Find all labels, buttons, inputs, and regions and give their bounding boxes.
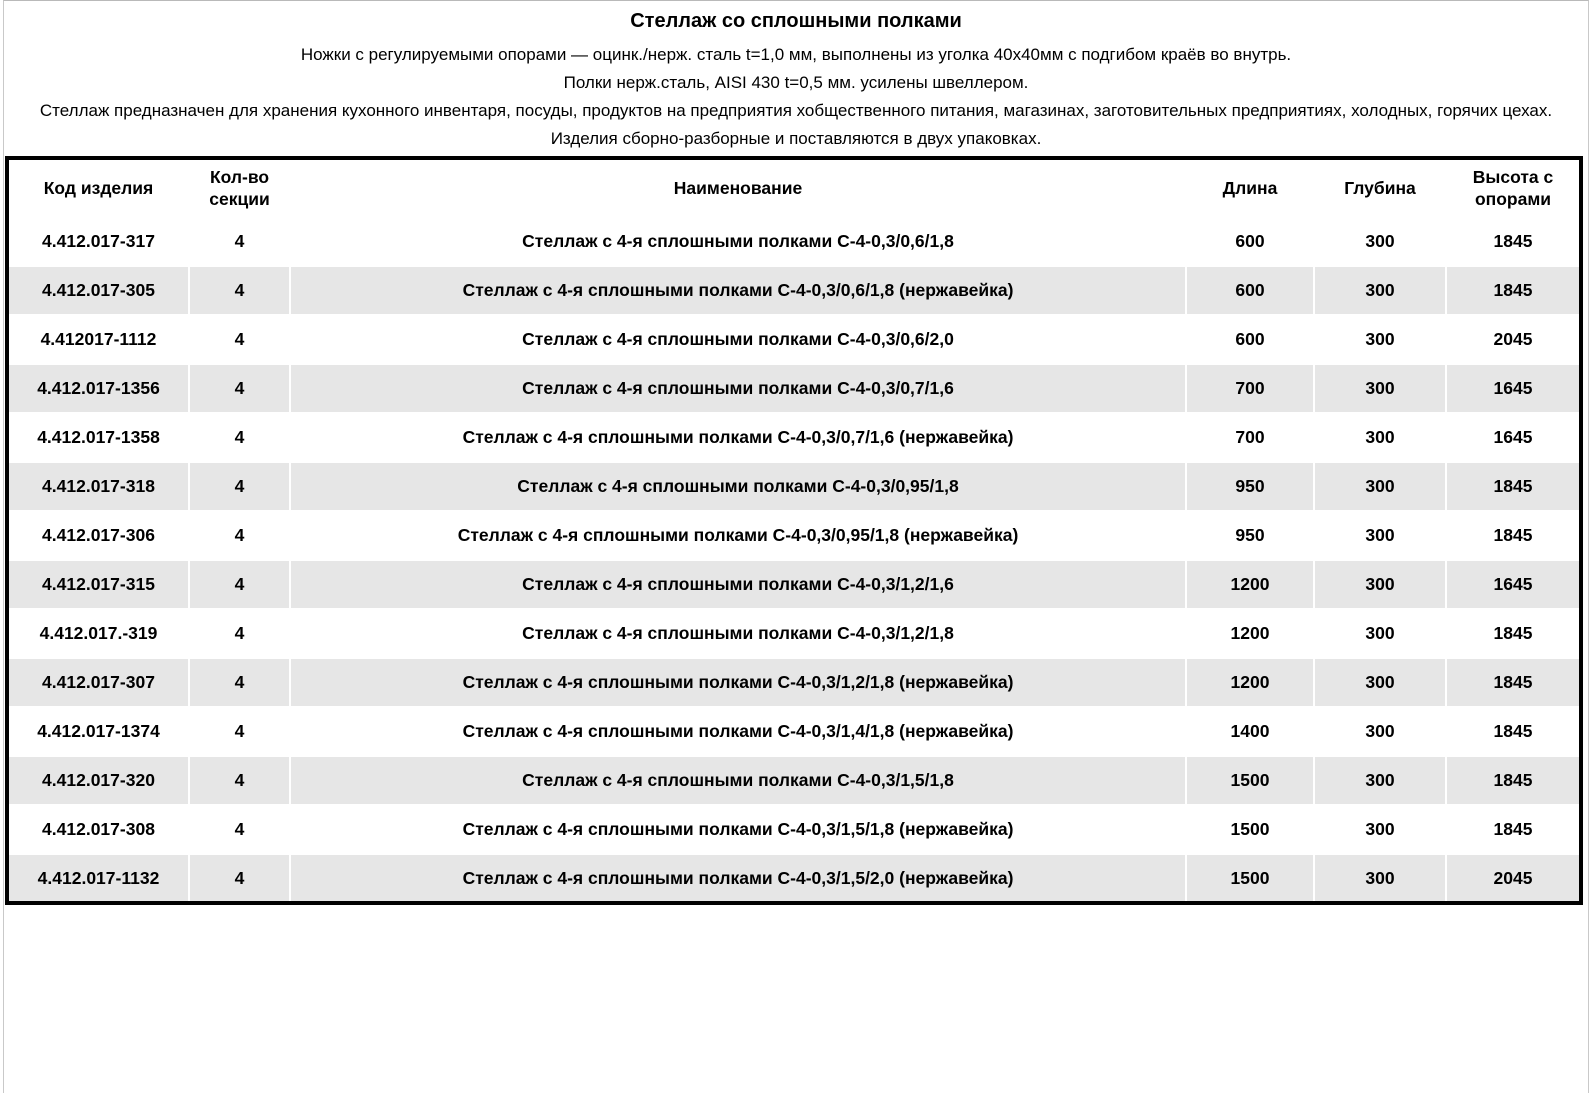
product-name: Стеллаж с 4-я сплошными полками С-4-0,3/0,95/1,8 (нержавейка) [290,511,1186,560]
product-name: Стеллаж с 4-я сплошными полками С-4-0,3/1,2/1,8 (нержавейка) [290,658,1186,707]
depth-value: 300 [1314,217,1446,266]
intro-block [4,1,1588,153]
sections-count: 4 [189,462,290,511]
product-code: 4.412.017-1374 [7,707,189,756]
depth-value: 300 [1314,462,1446,511]
page-title: Стеллаж со сплошными полками [630,10,962,32]
depth-value: 300 [1314,805,1446,854]
product-code: 4.412.017-306 [7,511,189,560]
length-value: 950 [1186,511,1314,560]
sections-count: 4 [189,413,290,462]
height-value: 2045 [1446,854,1581,903]
product-code: 4.412.017-317 [7,217,189,266]
table-header-row [7,158,1581,217]
length-value: 950 [1186,462,1314,511]
product-name: Стеллаж с 4-я сплошными полками С-4-0,3/1,5/1,8 (нержавейка) [290,805,1186,854]
table-body [7,217,1581,903]
height-value: 1645 [1446,413,1581,462]
height-value: 1645 [1446,364,1581,413]
table-row [7,364,1581,413]
depth-value: 300 [1314,756,1446,805]
product-name: Стеллаж с 4-я сплошными полками С-4-0,3/0,95/1,8 [290,462,1186,511]
length-value: 700 [1186,364,1314,413]
height-value: 1845 [1446,266,1581,315]
table-row [7,756,1581,805]
column-header-code: Код изделия [7,158,189,217]
product-name: Стеллаж с 4-я сплошными полками С-4-0,3/1,5/2,0 (нержавейка) [290,854,1186,903]
table-row [7,315,1581,364]
depth-value: 300 [1314,854,1446,903]
column-header-sections: Кол-во секции [189,158,290,217]
product-name: Стеллаж с 4-я сплошными полками С-4-0,3/0,7/1,6 (нержавейка) [290,413,1186,462]
product-code: 4.412.017-1358 [7,413,189,462]
sections-count: 4 [189,266,290,315]
column-header-length: Длина [1186,158,1314,217]
page-frame [3,0,1589,1093]
depth-value: 300 [1314,413,1446,462]
product-name: Стеллаж с 4-я сплошными полками С-4-0,3/0,6/1,8 (нержавейка) [290,266,1186,315]
length-value: 600 [1186,217,1314,266]
height-value: 1845 [1446,217,1581,266]
table-row [7,266,1581,315]
table-row [7,217,1581,266]
sections-count: 4 [189,707,290,756]
height-value: 1845 [1446,805,1581,854]
intro-line-legs: Ножки с регулируемыми опорами — оцинк./нерж. сталь t=1,0 мм, выполнены из уголка 40х40мм с подгибом краёв во внутрь. [300,45,1292,64]
product-code: 4.412.017-308 [7,805,189,854]
depth-value: 300 [1314,658,1446,707]
sections-count: 4 [189,658,290,707]
depth-value: 300 [1314,707,1446,756]
table-header [7,158,1581,217]
height-value: 1845 [1446,462,1581,511]
table-row [7,609,1581,658]
product-name: Стеллаж с 4-я сплошными полками С-4-0,3/1,2/1,8 [290,609,1186,658]
table-row [7,511,1581,560]
sections-count: 4 [189,854,290,903]
column-header-name: Наименование [290,158,1186,217]
length-value: 600 [1186,266,1314,315]
length-value: 600 [1186,315,1314,364]
depth-value: 300 [1314,315,1446,364]
sections-count: 4 [189,511,290,560]
length-value: 700 [1186,413,1314,462]
table-row [7,658,1581,707]
product-code: 4.412.017-315 [7,560,189,609]
sections-count: 4 [189,364,290,413]
length-value: 1500 [1186,756,1314,805]
product-name: Стеллаж с 4-я сплошными полками С-4-0,3/0,6/1,8 [290,217,1186,266]
products-table [5,156,1583,905]
table-row [7,560,1581,609]
table-row [7,707,1581,756]
product-name: Стеллаж с 4-я сплошными полками С-4-0,3/1,4/1,8 (нержавейка) [290,707,1186,756]
length-value: 1200 [1186,560,1314,609]
intro-line-shelves: Полки нерж.сталь, AISI 430 t=0,5 мм. усилены швеллером. [563,73,1029,92]
table-row [7,413,1581,462]
product-code: 4.412017-1112 [7,315,189,364]
sections-count: 4 [189,609,290,658]
depth-value: 300 [1314,511,1446,560]
height-value: 1845 [1446,707,1581,756]
table-row [7,462,1581,511]
table-row [7,805,1581,854]
product-code: 4.412.017-1132 [7,854,189,903]
height-value: 1845 [1446,609,1581,658]
length-value: 1200 [1186,658,1314,707]
column-header-depth: Глубина [1314,158,1446,217]
length-value: 1200 [1186,609,1314,658]
depth-value: 300 [1314,364,1446,413]
product-code: 4.412.017-1356 [7,364,189,413]
product-code: 4.412.017-305 [7,266,189,315]
product-code: 4.412.017-320 [7,756,189,805]
height-value: 1645 [1446,560,1581,609]
height-value: 1845 [1446,511,1581,560]
length-value: 1400 [1186,707,1314,756]
length-value: 1500 [1186,854,1314,903]
sections-count: 4 [189,805,290,854]
sections-count: 4 [189,217,290,266]
table-row [7,854,1581,903]
length-value: 1500 [1186,805,1314,854]
depth-value: 300 [1314,266,1446,315]
product-name: Стеллаж с 4-я сплошными полками С-4-0,3/1,2/1,6 [290,560,1186,609]
intro-line-purpose: Стеллаж предназначен для хранения кухонного инвентаря, посуды, продуктов на предприятия хобщественного питания, магазинах, заготовительных предприятиях, холодных, горячих цехах. Изделия сборно-разборные и поставляются в двух упаковках. [39,101,1553,148]
sections-count: 4 [189,315,290,364]
product-code: 4.412.017.-319 [7,609,189,658]
product-code: 4.412.017-307 [7,658,189,707]
sections-count: 4 [189,560,290,609]
height-value: 1845 [1446,756,1581,805]
product-code: 4.412.017-318 [7,462,189,511]
product-name: Стеллаж с 4-я сплошными полками С-4-0,3/1,5/1,8 [290,756,1186,805]
depth-value: 300 [1314,609,1446,658]
height-value: 2045 [1446,315,1581,364]
column-header-height: Высота с опорами [1446,158,1581,217]
product-name: Стеллаж с 4-я сплошными полками С-4-0,3/0,7/1,6 [290,364,1186,413]
height-value: 1845 [1446,658,1581,707]
sections-count: 4 [189,756,290,805]
product-name: Стеллаж с 4-я сплошными полками С-4-0,3/0,6/2,0 [290,315,1186,364]
depth-value: 300 [1314,560,1446,609]
